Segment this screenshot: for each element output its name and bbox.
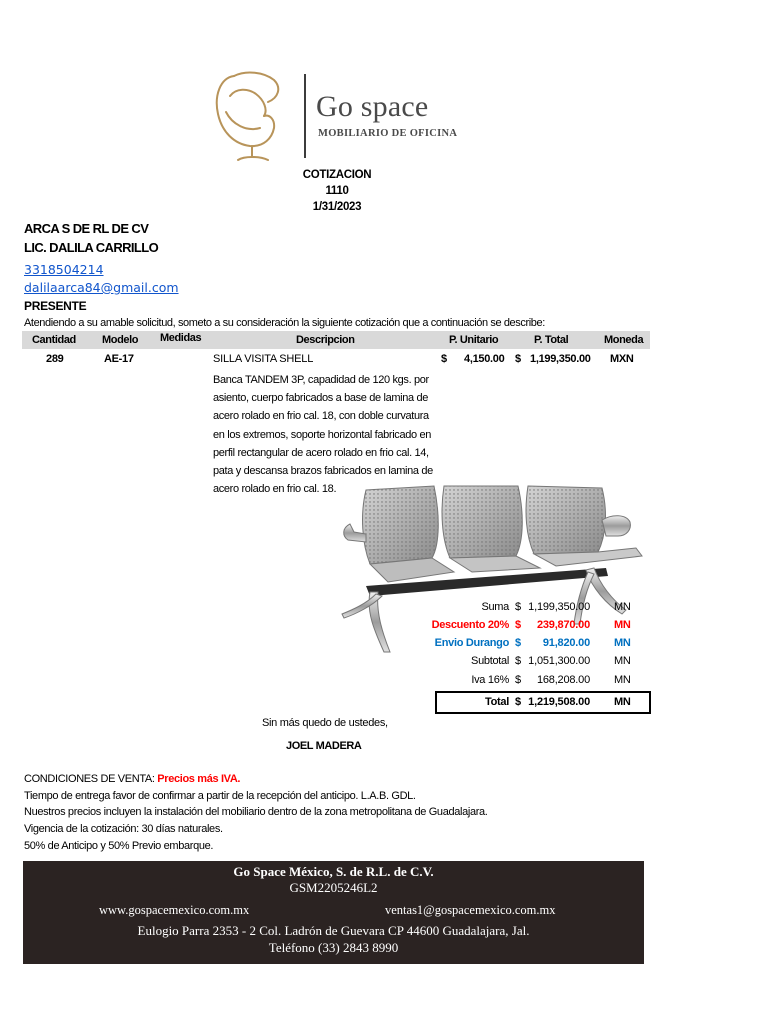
client-company: ARCA S DE RL DE CV <box>24 221 149 236</box>
totals-subtotal-currency: MN <box>614 655 631 667</box>
document-number: 1110 <box>325 185 349 197</box>
row-moneda: MXN <box>610 353 634 365</box>
conditions-line: Tiempo de entrega favor de confirmar a partir de la recepción del anticipo. L.A.B. GDL. <box>24 790 416 802</box>
footer-company: Go Space México, S. de R.L. de C.V. <box>233 864 434 879</box>
greeting: PRESENTE <box>24 299 87 313</box>
footer-email-link[interactable]: ventas1@gospacemexico.com.mx <box>385 903 556 917</box>
totals-iva-symbol: $ <box>515 674 522 686</box>
totals-subtotal-label: Subtotal <box>471 655 509 667</box>
closing-text: Sin más quedo de ustedes, <box>262 717 388 729</box>
brand-tagline: MOBILIARIO DE OFICINA <box>318 128 458 139</box>
totals-envio-currency: MN <box>614 637 631 649</box>
header-modelo: Modelo <box>102 334 139 346</box>
signer-name: JOEL MADERA <box>286 740 362 752</box>
row-cantidad: 289 <box>46 353 64 365</box>
document-date: 1/31/2023 <box>312 201 362 213</box>
header-medidas: Medidas <box>160 332 202 344</box>
header-p-total: P. Total <box>534 334 569 346</box>
totals-envio-value: 91,820.00 <box>542 637 590 649</box>
footer-phone: Teléfono (33) 2843 8990 <box>268 940 399 955</box>
conditions-line: Nuestros precios incluyen la instalación del mobiliario dentro de la zona metropolitana de Guadalajara. <box>24 806 488 818</box>
header-p-unitario: P. Unitario <box>449 334 499 346</box>
footer-rfc: GSM2205246L2 <box>289 880 378 895</box>
totals-total-symbol: $ <box>515 696 522 708</box>
totals-descuento-currency: MN <box>614 619 631 631</box>
intro-text: Atendiendo a su amable solicitud, someto a su consideración la siguiente cotización que a continuación se describe: <box>24 317 545 329</box>
header-moneda: Moneda <box>604 334 644 346</box>
conditions-line: 50% de Anticipo y 50% Previo embarque. <box>24 840 214 852</box>
row-description: Banca TANDEM 3P, capadidad de 120 kgs. por asiento, cuerpo fabricados a base de lamina de acero rolado en frio cal. 18, con doble curvatura en los extremos, soporte horizontal fabricado en perfil rectangular de acero rolado en frio cal. 14, pata y descansa brazos fabricados en lamina de acero rolado en frio cal. 18. <box>213 374 433 496</box>
footer-address: Eulogio Parra 2353 - 2 Col. Ladrón de Guevara CP 44600 Guadalajara, Jal. <box>137 923 530 938</box>
row-p-unitario: 4,150.00 <box>464 353 505 365</box>
conditions-title: CONDICIONES DE VENTA: <box>24 773 158 785</box>
document-type: COTIZACION <box>302 169 372 181</box>
footer-website-link[interactable]: www.gospacemexico.com.mx <box>99 903 250 917</box>
totals-iva-value: 168,208.00 <box>536 674 590 686</box>
header-cantidad: Cantidad <box>32 334 76 346</box>
totals-descuento-label: Descuento 20% <box>431 619 509 631</box>
totals-envio-label: Envio Durango <box>434 637 509 649</box>
row-title: SILLA VISITA SHELL <box>213 353 314 365</box>
row-p-unitario-symbol: $ <box>441 353 447 365</box>
footer-banner <box>23 861 644 964</box>
totals-suma-label: Suma <box>481 601 509 613</box>
client-email-link[interactable]: dalilaarca84@gmail.com <box>24 280 179 295</box>
totals-descuento-symbol: $ <box>515 619 522 631</box>
totals-suma-symbol: $ <box>515 601 522 613</box>
conditions-line: Vigencia de la cotización: 30 días naturales. <box>24 823 223 835</box>
row-modelo: AE-17 <box>104 353 134 365</box>
totals-total-currency: MN <box>614 696 631 708</box>
totals-iva-label: Iva 16% <box>471 674 509 686</box>
row-p-total: 1,199,350.00 <box>530 353 591 365</box>
totals-descuento-value: 239,870.00 <box>536 619 590 631</box>
client-contact: LIC. DALILA CARRILLO <box>24 240 159 255</box>
client-phone-link[interactable]: 3318504214 <box>24 262 104 277</box>
conditions-heading <box>24 773 240 785</box>
totals-suma-currency: MN <box>614 601 631 613</box>
brand-name: Go space <box>316 90 429 123</box>
totals-subtotal-symbol: $ <box>515 655 522 667</box>
totals-total-value: 1,219,508.00 <box>528 696 590 708</box>
conditions-highlight: Precios más IVA. <box>157 773 241 785</box>
totals-subtotal-value: 1,051,300.00 <box>528 655 590 667</box>
header-descripcion: Descripcion <box>296 334 355 346</box>
row-p-total-symbol: $ <box>515 353 521 365</box>
totals-envio-symbol: $ <box>515 637 522 649</box>
totals-iva-currency: MN <box>614 674 631 686</box>
totals-suma-value: 1,199,350.00 <box>528 601 590 613</box>
totals-total-label: Total <box>485 696 509 708</box>
